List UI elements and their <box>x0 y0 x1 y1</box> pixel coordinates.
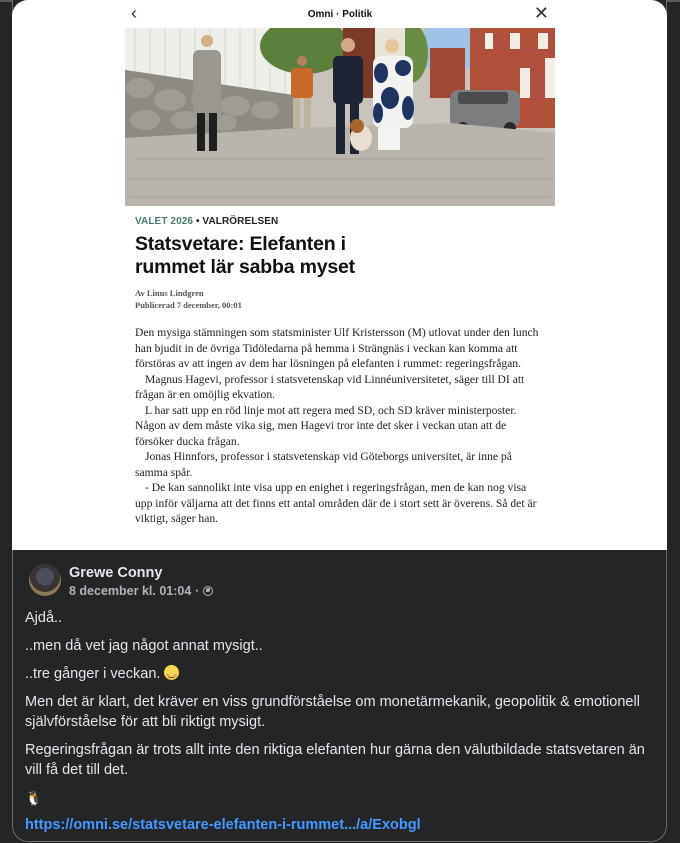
penguin-line <box>25 788 655 809</box>
post-meta <box>69 583 213 599</box>
kicker-section: VALET 2026 <box>135 216 194 227</box>
post-line: Ajdå.. <box>25 610 63 626</box>
article-text <box>135 325 545 527</box>
post-line: ..men då vet jag något annat mysigt.. <box>25 638 263 654</box>
article-paragraph: - De kan sannolikt inte visa upp en enighet i regeringsfrågan, men de kan nog visa upp inför väljarna att det finns ett antal områden där de i stort sett är överens. Så det är viktigt, säger han. <box>135 481 537 525</box>
article-kicker <box>135 216 545 227</box>
globe-icon[interactable] <box>203 586 213 596</box>
penguin-icon: 🐧 <box>25 790 43 806</box>
post-line: ..tre gånger i veckan. <box>25 666 161 682</box>
article-header <box>125 0 555 28</box>
link-line <box>25 815 655 835</box>
article-headline <box>135 233 545 279</box>
article-paragraph: L har satt upp en röd linje mot att regera med SD, och SD kräver ministerposter. Någon av dem måste vika sig, men Hagevi tror inte det sker i veckan utan att de försöker ducka frågan. <box>135 403 517 448</box>
article-paragraph: Jonas Hinnfors, professor i statsvetenskap vid Göteborgs universitet, är inne på samma spår. <box>135 450 512 479</box>
post <box>13 550 666 841</box>
post-line: Men det är klart, det kräver en viss grundförståelse om monetärmekanik, geopolitik & emotionell självförståelse för att bli riktigt mysigt. <box>25 694 640 730</box>
article-paragraph: Den mysiga stämningen som statsminister Ulf Kristersson (M) utlovat under den lunch han bjudit in de övriga Tidöledarna på hemma i Strängnäs i veckan kan komma att förstöras av att ingen av dem har lösningen på elefanten i rummet: regeringsfrågan. <box>135 326 539 370</box>
headline-line-1: Statsvetare: Elefanten i <box>135 233 346 255</box>
post-header <box>29 564 213 599</box>
kicker-topic: VALRÖRELSEN <box>202 216 279 227</box>
article-link[interactable]: https://omni.se/statsvetare-elefanten-i-rummet.../a/Exobgl <box>25 817 421 833</box>
article-screenshot <box>125 0 555 550</box>
article-body <box>125 206 555 527</box>
article-source-title: Omni · Politik <box>307 8 373 20</box>
post-line: Regeringsfrågan är trots allt inte den riktiga elefanten hur gärna den välutbildade statsvetaren än vill få det till det. <box>25 742 645 778</box>
post-timestamp[interactable]: 8 december kl. 01:04 <box>69 584 192 598</box>
article-author: Av Linus Lindgren <box>135 288 204 298</box>
avatar[interactable] <box>29 564 61 596</box>
headline-line-2: rummet lär sabba myset <box>135 256 355 278</box>
post-line-with-emoji <box>25 664 655 684</box>
meta-separator: · <box>195 584 200 598</box>
author-block <box>69 564 213 599</box>
post-text <box>25 608 655 843</box>
smiling-face-icon <box>164 665 179 680</box>
close-icon[interactable]: ✕ <box>533 3 549 23</box>
article-published: Publicerad 7 december, 00:01 <box>135 300 242 310</box>
author-name[interactable]: Grewe Conny <box>69 565 163 581</box>
article-paragraph: Magnus Hagevi, professor i statsvetenskap vid Linnéuniversitetet, säger till DI att frågan är en omöjlig ekvation. <box>135 372 525 401</box>
kicker-separator: • <box>193 216 203 227</box>
chevron-left-icon[interactable]: ‹ <box>131 3 137 23</box>
article-photo <box>125 28 555 206</box>
shared-image[interactable] <box>12 0 667 550</box>
